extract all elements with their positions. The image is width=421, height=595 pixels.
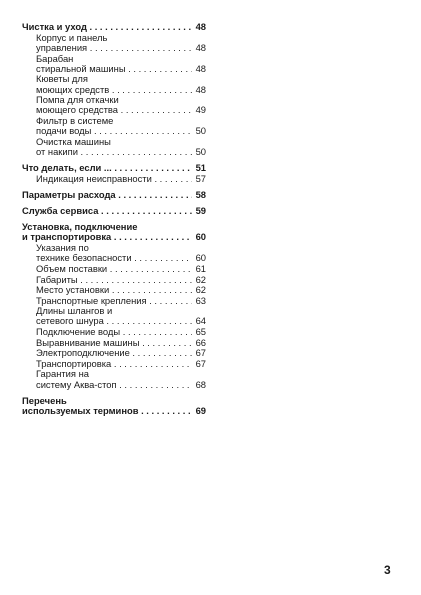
toc-entry-title [22,206,192,216]
toc-entry-title-line: Что делать, если ... . . . [22,163,192,173]
toc-entry-title-line: Установка, подключение [22,222,138,233]
toc-entry-title-line: Указания по [36,243,89,254]
toc-subsection[interactable] [22,296,206,306]
toc-entry-title [22,190,192,200]
toc-entry-title [22,396,192,416]
toc-entry-page: 66 [195,336,206,348]
toc-entry-title [36,116,192,136]
toc-section[interactable] [22,163,206,173]
toc-subsection[interactable] [22,285,206,295]
toc-subsection[interactable] [22,359,206,369]
toc-entry-title-line: Индикация неисправности . . . [36,174,192,184]
toc-entry-page: 60 [195,252,206,264]
toc-subsection[interactable] [22,137,206,157]
toc-entry-title-line: Кюветы для [36,74,88,85]
toc-entry-title-line: подачи воды . . . [36,126,192,136]
toc-entry-title [36,275,192,285]
toc-entry-title [36,33,192,53]
toc-entry-title [36,369,192,389]
toc-entry-page: 64 [195,315,206,327]
toc-subsection[interactable] [22,174,206,184]
toc-entry-title-line: сетевого шнура . . . [36,316,192,326]
toc-subsection[interactable] [22,243,206,263]
toc-entry-title [36,54,192,74]
toc-entry-page: 60 [195,231,206,243]
toc-entry-title-line: Очистка машины [36,136,111,147]
toc-entry-title-line: и транспортировка . . . [22,232,192,242]
toc-entry-page: 50 [195,124,206,136]
toc-subsection[interactable] [22,95,206,115]
toc-subsection[interactable] [22,74,206,94]
toc-entry-title-line: Место установки . . . [36,285,192,295]
toc-entry-page: 68 [195,378,206,390]
toc-entry-title-line: технике безопасности . . . [36,253,192,263]
toc-entry-title [36,74,192,94]
toc-entry-title [36,174,192,184]
toc-section[interactable] [22,222,206,242]
toc-entry-title-line: Помпа для откачки [36,95,119,106]
toc-entry-title [22,22,192,32]
toc-entry-title-line: Гарантия на [36,369,89,380]
toc-entry-title [36,306,192,326]
toc-entry-page: 48 [195,21,206,32]
toc-section[interactable] [22,396,206,416]
toc-entry-title-line: управления . . . [36,43,192,53]
toc-entry-title [36,95,192,115]
toc-entry-page: 51 [195,161,206,173]
toc-entry-title-line: Чистка и уход . . . [22,22,192,32]
toc-subsection[interactable] [22,275,206,285]
toc-subsection[interactable] [22,327,206,337]
toc-entry-page: 63 [195,294,206,306]
toc-entry-title-line: Служба сервиса . . . [22,206,192,216]
toc-entry-title [36,285,192,295]
toc-entry-title-line: Транспортные крепления . . . [36,296,192,306]
toc-entry-page: 48 [195,62,206,74]
toc-entry-title-line: Транспортировка . . . [36,359,192,369]
toc-entry-page: 48 [195,42,206,54]
toc-entry-page: 59 [195,205,206,216]
toc-entry-title-line: Фильтр в системе [36,115,114,126]
toc-entry-title [36,338,192,348]
toc-entry-title [22,163,192,173]
toc-entry-title-line: Барабан [36,53,74,64]
toc-entry-title [36,327,192,337]
toc-subsection[interactable] [22,33,206,53]
toc-entry-page: 62 [195,284,206,296]
toc-entry-page: 48 [195,83,206,95]
page-number: 3 [384,563,391,577]
toc-entry-page: 50 [195,145,206,157]
toc-entry-title-line: моющих средств . . . [36,85,192,95]
toc-subsection[interactable] [22,338,206,348]
toc-entry-page: 61 [195,262,206,274]
toc-entry-title-line: Выравнивание машины . . . [36,338,192,348]
toc-entry-title-line: стиральной машины . . . [36,64,192,74]
toc-entry-page: 62 [195,273,206,285]
toc-entry-page: 65 [195,326,206,338]
toc-entry-title-line: моющего средства . . . [36,105,192,115]
toc-entry-page: 67 [195,347,206,359]
toc-entry-title [36,264,192,274]
toc-entry-title [36,359,192,369]
toc-entry-title [22,222,192,242]
toc-section[interactable] [22,22,206,32]
toc-entry-title [36,296,192,306]
toc-entry-title-line: Габариты . . . [36,275,192,285]
toc-entry-page: 49 [195,104,206,116]
toc-entry-title-line: Параметры расхода . . . [22,190,192,200]
toc-subsection[interactable] [22,264,206,274]
toc-entry-page: 58 [195,188,206,200]
toc-entry-title-line: Объем поставки . . . [36,264,192,274]
toc-entry-page: 67 [195,357,206,369]
toc-entry-title-line: Длины шлангов и [36,306,113,317]
toc-subsection[interactable] [22,306,206,326]
toc-entry-title [36,243,192,263]
table-of-contents [22,22,206,416]
toc-section[interactable] [22,190,206,200]
toc-entry-title-line: от накипи . . . [36,147,192,157]
toc-entry-page: 57 [195,172,206,184]
toc-entry-title-line: Электроподключение . . . [36,348,192,358]
toc-entry-title-line: Перечень [22,395,67,406]
toc-entry-title-line: Подключение воды . . . [36,327,192,337]
toc-subsection[interactable] [22,116,206,136]
toc-subsection[interactable] [22,54,206,74]
toc-entry-title-line: используемых терминов . . . [22,406,192,416]
toc-entry-title-line: систему Аква-стоп . . . [36,380,192,390]
toc-entry-title-line: Корпус и панель [36,33,108,44]
toc-entry-title [36,348,192,358]
toc-entry-title [36,137,192,157]
toc-section[interactable] [22,206,206,216]
toc-subsection[interactable] [22,348,206,358]
toc-entry-page: 69 [195,404,206,416]
toc-subsection[interactable] [22,369,206,389]
